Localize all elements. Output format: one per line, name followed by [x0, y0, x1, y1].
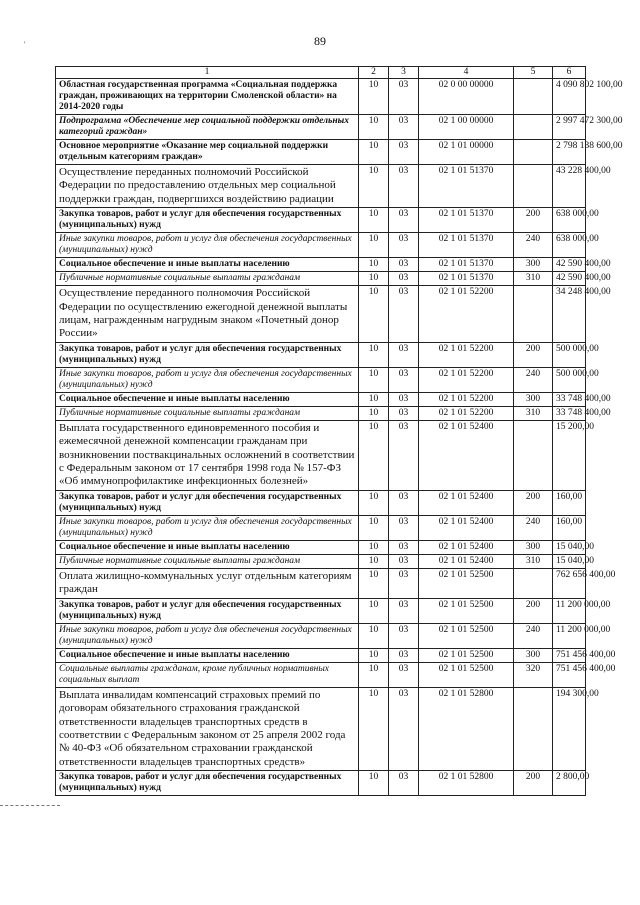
table-row [56, 392, 586, 406]
table-row [56, 406, 586, 420]
row-section-code: 10 [359, 286, 389, 343]
row-amount: 11 200 000,00 [553, 623, 586, 648]
row-section-code: 10 [359, 115, 389, 140]
row-target-article: 02 1 01 52500 [419, 598, 514, 623]
row-amount: 4 090 802 100,00 [553, 79, 586, 115]
table-row [56, 598, 586, 623]
row-subsection-code: 03 [389, 540, 419, 554]
row-name: Выплата государственного единовременного пособия и ежемесячной денежной компенсации гражданам при возникновении поствакцинальных осложнений в соответствии с Федеральным законом от 17 сентября 1998 года № 157-ФЗ «Об иммунопрофилактике инфекционных болезней» [56, 420, 359, 490]
row-target-article: 02 1 01 51370 [419, 233, 514, 258]
row-name: Закупка товаров, работ и услуг для обеспечения государственных (муниципальных) нужд [56, 342, 359, 367]
row-expense-type: 200 [514, 771, 553, 796]
row-name: Социальное обеспечение и иные выплаты населению [56, 258, 359, 272]
row-subsection-code: 03 [389, 233, 419, 258]
row-target-article: 02 1 01 52200 [419, 367, 514, 392]
table-row [56, 286, 586, 343]
row-expense-type: 240 [514, 515, 553, 540]
row-name: Закупка товаров, работ и услуг для обеспечения государственных (муниципальных) нужд [56, 598, 359, 623]
table-row [56, 568, 586, 598]
row-amount: 638 000,00 [553, 233, 586, 258]
row-subsection-code: 03 [389, 662, 419, 687]
row-subsection-code: 03 [389, 258, 419, 272]
header-row [56, 67, 586, 79]
header-col-1: 1 [56, 67, 359, 79]
table-body [56, 79, 623, 796]
table-row [56, 554, 586, 568]
table-row [56, 420, 586, 490]
row-expense-type: 310 [514, 554, 553, 568]
table-row [56, 687, 586, 770]
row-target-article: 02 1 01 52800 [419, 687, 514, 770]
row-expense-type [514, 286, 553, 343]
row-subsection-code: 03 [389, 515, 419, 540]
table-row [56, 515, 586, 540]
row-expense-type: 300 [514, 258, 553, 272]
row-name: Закупка товаров, работ и услуг для обеспечения государственных (муниципальных) нужд [56, 490, 359, 515]
row-subsection-code: 03 [389, 598, 419, 623]
table-row [56, 771, 586, 796]
header-col-2: 2 [359, 67, 389, 79]
table-row [56, 662, 586, 687]
row-name: Публичные нормативные социальные выплаты гражданам [56, 406, 359, 420]
table-row [56, 623, 586, 648]
row-subsection-code: 03 [389, 648, 419, 662]
row-expense-type: 300 [514, 540, 553, 554]
row-subsection-code: 03 [389, 115, 419, 140]
row-target-article: 02 1 01 52400 [419, 554, 514, 568]
row-expense-type [514, 568, 553, 598]
row-target-article: 02 1 01 52200 [419, 406, 514, 420]
page-number: 89 [314, 34, 326, 48]
table-row [56, 115, 586, 140]
row-target-article: 02 1 01 51370 [419, 165, 514, 208]
row-section-code: 10 [359, 208, 389, 233]
row-target-article: 02 1 01 52200 [419, 342, 514, 367]
row-subsection-code: 03 [389, 272, 419, 286]
table-row [56, 140, 586, 165]
row-name: Оплата жилищно-коммунальных услуг отдельным категориям граждан [56, 568, 359, 598]
table-row [56, 648, 586, 662]
row-amount: 15 040,00 [553, 540, 586, 554]
table-row [56, 342, 586, 367]
table-row [56, 165, 586, 208]
row-target-article: 02 1 01 52200 [419, 392, 514, 406]
row-section-code: 10 [359, 258, 389, 272]
row-section-code: 10 [359, 392, 389, 406]
row-subsection-code: 03 [389, 367, 419, 392]
row-expense-type: 320 [514, 662, 553, 687]
table-row [56, 208, 586, 233]
row-name: Выплата инвалидам компенсаций страховых премий по договорам обязательного страхования гражданской ответственности владельцев транспортных средств в соответствии с Федеральным законом от 25 апреля 2002 года № 40-ФЗ «Об обязательном страховании гражданской ответственности владельцев транспортных средств» [56, 687, 359, 770]
row-section-code: 10 [359, 662, 389, 687]
row-target-article: 02 1 01 00000 [419, 140, 514, 165]
row-target-article: 02 1 00 00000 [419, 115, 514, 140]
row-target-article: 02 1 01 51370 [419, 208, 514, 233]
row-amount: 42 590 400,00 [553, 258, 586, 272]
row-amount: 2 997 472 300,00 [553, 115, 586, 140]
row-amount: 43 228 400,00 [553, 165, 586, 208]
row-subsection-code: 03 [389, 342, 419, 367]
row-name: Иные закупки товаров, работ и услуг для обеспечения государственных (муниципальных) нужд [56, 515, 359, 540]
row-expense-type [514, 115, 553, 140]
row-expense-type: 200 [514, 208, 553, 233]
row-expense-type [514, 79, 553, 115]
row-expense-type: 300 [514, 648, 553, 662]
row-name: Публичные нормативные социальные выплаты гражданам [56, 272, 359, 286]
row-amount: 2 800,00 [553, 771, 586, 796]
row-section-code: 10 [359, 771, 389, 796]
row-target-article: 02 1 01 52500 [419, 623, 514, 648]
row-subsection-code: 03 [389, 79, 419, 115]
row-name: Основное мероприятие «Оказание мер социальной поддержки отдельным категориям граждан» [56, 140, 359, 165]
row-subsection-code: 03 [389, 490, 419, 515]
row-section-code: 10 [359, 540, 389, 554]
row-subsection-code: 03 [389, 420, 419, 490]
row-name: Областная государственная программа «Социальная поддержка граждан, проживающих на территории Смоленской области» на 2014-2020 годы [56, 79, 359, 115]
row-expense-type: 240 [514, 623, 553, 648]
table-row [56, 79, 586, 115]
row-section-code: 10 [359, 233, 389, 258]
row-expense-type: 200 [514, 598, 553, 623]
row-subsection-code: 03 [389, 687, 419, 770]
row-subsection-code: 03 [389, 286, 419, 343]
row-name: Иные закупки товаров, работ и услуг для обеспечения государственных (муниципальных) нужд [56, 623, 359, 648]
table-row [56, 540, 586, 554]
row-subsection-code: 03 [389, 208, 419, 233]
row-amount: 160,00 [553, 490, 586, 515]
row-target-article: 02 1 01 52400 [419, 515, 514, 540]
row-expense-type: 240 [514, 367, 553, 392]
row-section-code: 10 [359, 140, 389, 165]
header-col-5: 5 [514, 67, 553, 79]
row-subsection-code: 03 [389, 140, 419, 165]
row-amount: 15 040,00 [553, 554, 586, 568]
row-section-code: 10 [359, 165, 389, 208]
table-row [56, 367, 586, 392]
row-amount: 160,00 [553, 515, 586, 540]
row-section-code: 10 [359, 554, 389, 568]
row-amount: 15 200,00 [553, 420, 586, 490]
row-expense-type [514, 687, 553, 770]
row-name: Социальные выплаты гражданам, кроме публичных нормативных социальных выплат [56, 662, 359, 687]
row-target-article: 02 1 01 52500 [419, 648, 514, 662]
row-amount: 638 000,00 [553, 208, 586, 233]
table-row [56, 490, 586, 515]
row-section-code: 10 [359, 272, 389, 286]
row-target-article: 02 1 01 52400 [419, 490, 514, 515]
row-subsection-code: 03 [389, 554, 419, 568]
row-name: Осуществление переданных полномочий Российской Федерации по предоставлению отдельных мер социальной поддержки граждан, подвергшихся воздействию радиации [56, 165, 359, 208]
row-expense-type: 240 [514, 233, 553, 258]
row-target-article: 02 0 00 00000 [419, 79, 514, 115]
row-amount: 2 798 138 600,00 [553, 140, 586, 165]
row-section-code: 10 [359, 515, 389, 540]
row-name: Иные закупки товаров, работ и услуг для обеспечения государственных (муниципальных) нужд [56, 367, 359, 392]
row-amount: 500 000,00 [553, 342, 586, 367]
row-expense-type: 300 [514, 392, 553, 406]
table-row [56, 272, 586, 286]
row-section-code: 10 [359, 598, 389, 623]
table-row [56, 258, 586, 272]
row-amount: 33 748 400,00 [553, 406, 586, 420]
scan-dash-line [0, 805, 60, 806]
row-amount: 194 300,00 [553, 687, 586, 770]
row-section-code: 10 [359, 648, 389, 662]
row-amount: 11 200 000,00 [553, 598, 586, 623]
header-col-3: 3 [389, 67, 419, 79]
row-name: Закупка товаров, работ и услуг для обеспечения государственных (муниципальных) нужд [56, 208, 359, 233]
budget-table [55, 66, 623, 796]
row-amount: 33 748 400,00 [553, 392, 586, 406]
row-amount: 42 590 400,00 [553, 272, 586, 286]
row-target-article: 02 1 01 52500 [419, 568, 514, 598]
row-name: Закупка товаров, работ и услуг для обеспечения государственных (муниципальных) нужд [56, 771, 359, 796]
row-subsection-code: 03 [389, 568, 419, 598]
row-target-article: 02 1 01 52200 [419, 286, 514, 343]
row-subsection-code: 03 [389, 165, 419, 208]
row-name: Публичные нормативные социальные выплаты гражданам [56, 554, 359, 568]
row-expense-type: 310 [514, 272, 553, 286]
row-target-article: 02 1 01 51370 [419, 272, 514, 286]
row-section-code: 10 [359, 406, 389, 420]
row-amount: 762 656 400,00 [553, 568, 586, 598]
row-name: Осуществление переданного полномочия Российской Федерации по осуществлению ежегодной денежной выплаты лицам, награжденным нагрудным знаком «Почетный донор России» [56, 286, 359, 343]
row-expense-type [514, 140, 553, 165]
row-subsection-code: 03 [389, 623, 419, 648]
row-expense-type: 310 [514, 406, 553, 420]
row-name: Иные закупки товаров, работ и услуг для обеспечения государственных (муниципальных) нужд [56, 233, 359, 258]
header-col-4: 4 [419, 67, 514, 79]
row-section-code: 10 [359, 490, 389, 515]
row-section-code: 10 [359, 367, 389, 392]
scan-speck: ' [24, 40, 26, 49]
row-subsection-code: 03 [389, 406, 419, 420]
row-amount: 500 000,00 [553, 367, 586, 392]
row-target-article: 02 1 01 52500 [419, 662, 514, 687]
row-expense-type [514, 420, 553, 490]
row-target-article: 02 1 01 52800 [419, 771, 514, 796]
row-name: Социальное обеспечение и иные выплаты населению [56, 392, 359, 406]
row-section-code: 10 [359, 420, 389, 490]
row-amount: 751 456 400,00 [553, 662, 586, 687]
row-subsection-code: 03 [389, 392, 419, 406]
row-target-article: 02 1 01 51370 [419, 258, 514, 272]
row-name: Социальное обеспечение и иные выплаты населению [56, 648, 359, 662]
table-row [56, 233, 586, 258]
row-target-article: 02 1 01 52400 [419, 540, 514, 554]
row-section-code: 10 [359, 687, 389, 770]
row-expense-type: 200 [514, 342, 553, 367]
row-section-code: 10 [359, 79, 389, 115]
row-target-article: 02 1 01 52400 [419, 420, 514, 490]
row-amount: 34 248 400,00 [553, 286, 586, 343]
row-name: Социальное обеспечение и иные выплаты населению [56, 540, 359, 554]
header-col-6: 6 [553, 67, 586, 79]
row-expense-type [514, 165, 553, 208]
row-amount: 751 456 400,00 [553, 648, 586, 662]
row-name: Подпрограмма «Обеспечение мер социальной поддержки отдельных категорий граждан» [56, 115, 359, 140]
row-section-code: 10 [359, 342, 389, 367]
row-section-code: 10 [359, 568, 389, 598]
row-expense-type: 200 [514, 490, 553, 515]
row-section-code: 10 [359, 623, 389, 648]
row-subsection-code: 03 [389, 771, 419, 796]
